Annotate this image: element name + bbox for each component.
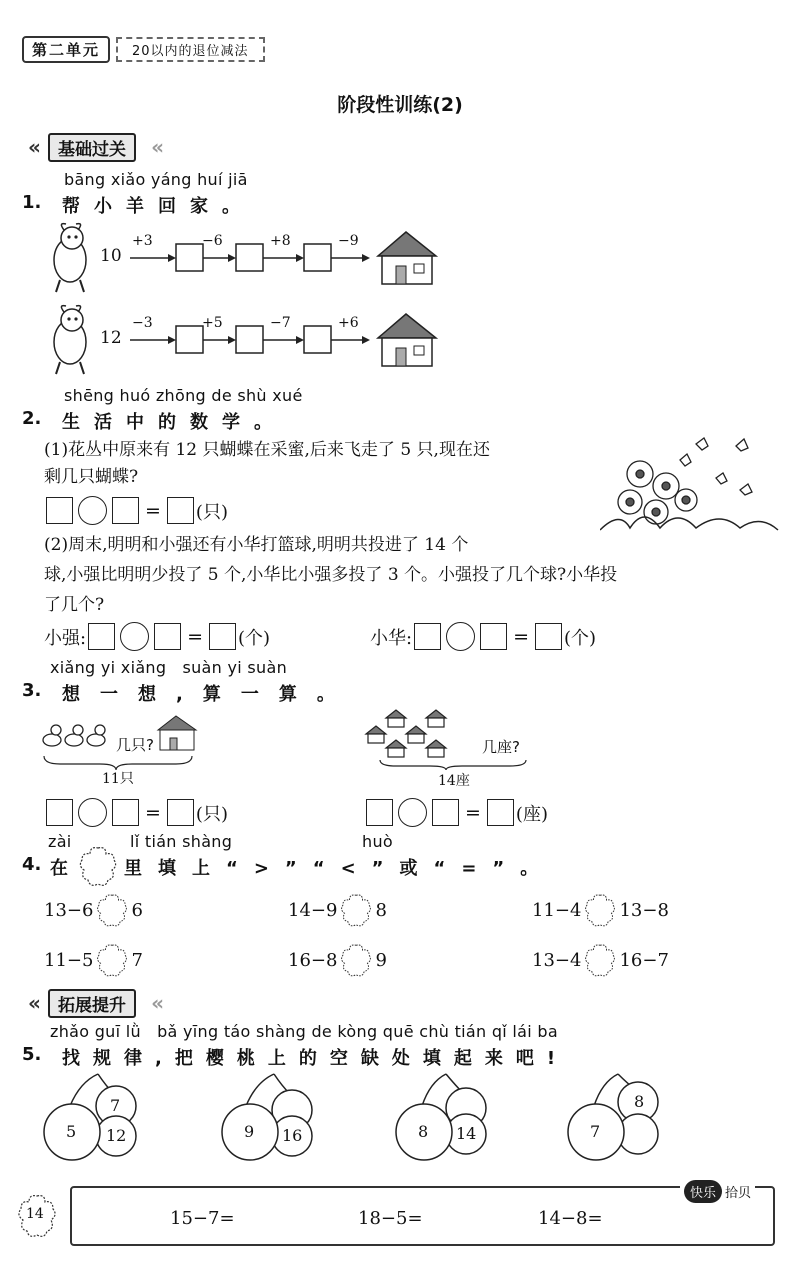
- q4-item-1: [44, 892, 143, 928]
- q4-item-left: 11−4: [532, 899, 582, 921]
- section-basic-label: « 基础过关: [48, 133, 136, 162]
- q1-row1-op2: −6: [202, 233, 223, 249]
- badge-shibei: 拾贝: [725, 1186, 752, 1201]
- q1-text: 帮小羊回家。: [62, 196, 254, 217]
- equals-sign: =: [145, 801, 161, 824]
- topic-label: 20以内的退位减法: [116, 37, 265, 62]
- flower-blank-icon[interactable]: [95, 892, 129, 928]
- cherry-left-value: 5: [66, 1122, 77, 1141]
- house-icon: [378, 232, 436, 284]
- house-icon: [378, 314, 436, 366]
- q4-item-left: 16−8: [288, 949, 338, 971]
- q4-item-right: 7: [131, 949, 143, 971]
- q1-row2-op4: +6: [338, 315, 359, 331]
- q4-item-right: 13−8: [619, 899, 669, 921]
- equals-sign: =: [513, 625, 529, 648]
- q3-left-equation: [44, 798, 228, 827]
- cherry-right-value: 16: [282, 1126, 303, 1145]
- house-icon: [366, 710, 446, 757]
- q5-pinyin: zhǎo guī lǜ bǎ yīng táo shàng de kòng quē chù tián qǐ lái ba: [50, 1022, 558, 1041]
- q4-item-2: [288, 892, 387, 928]
- q3-left-total: 11只: [102, 771, 134, 787]
- cherry-right-value: 14: [456, 1124, 477, 1143]
- q2-p2-line3: 了几个?: [44, 595, 105, 615]
- operator-circle[interactable]: [398, 798, 427, 827]
- q2-text: 生活中的数学。: [62, 412, 286, 433]
- equals-sign: =: [145, 499, 161, 522]
- answer-box[interactable]: [88, 623, 115, 650]
- cherry-group-2: [216, 1072, 326, 1168]
- cherry-group-4: [564, 1072, 674, 1168]
- q5-number: 5.: [22, 1044, 42, 1065]
- badge-kuaile: 快乐: [684, 1180, 722, 1203]
- flower-blank-icon: [78, 844, 118, 888]
- q3-pinyin: xiǎng yi xiǎng suàn yi suàn: [50, 658, 288, 677]
- q2-p1-line1: (1)花丛中原来有 12 只蝴蝶在采蜜,后来飞走了 5 只,现在还: [44, 440, 490, 460]
- cherry-top-value: 8: [634, 1092, 645, 1111]
- q3-text: 想一想,算一算。: [62, 684, 355, 705]
- q1-row2-op3: −7: [270, 315, 291, 331]
- q1-row1-op4: −9: [338, 233, 359, 249]
- q4-item-4: [44, 942, 143, 978]
- cherry-group-3: [394, 1072, 504, 1168]
- goat-icon: [54, 306, 86, 374]
- answer-box[interactable]: [46, 799, 73, 826]
- answer-box[interactable]: [366, 799, 393, 826]
- cherry-left-value: 9: [244, 1122, 255, 1141]
- q4-item-3: [532, 892, 669, 928]
- q4-item-right: 9: [375, 949, 387, 971]
- q1-row1-op1: +3: [132, 233, 153, 249]
- q4-pinyin-li: lǐ tián shàng: [130, 832, 233, 851]
- page-number: 14: [26, 1206, 44, 1222]
- q3-number: 3.: [22, 680, 42, 701]
- section-basic-banner: [26, 134, 152, 160]
- q1-row1-op3: +8: [270, 233, 291, 249]
- xiaohua-label: 小华:: [370, 627, 413, 649]
- answer-box[interactable]: [154, 623, 181, 650]
- answer-box[interactable]: [112, 497, 139, 524]
- cherry-top-value: 7: [110, 1096, 121, 1115]
- q2-number: 2.: [22, 408, 42, 429]
- flower-blank-icon[interactable]: [339, 942, 373, 978]
- q2-p1-equation: [44, 496, 228, 525]
- operator-circle[interactable]: [446, 622, 475, 651]
- q2-xiaohua-equation: [370, 622, 596, 651]
- unit-label: (个): [564, 627, 597, 649]
- q4-pinyin-huo: huò: [362, 832, 393, 851]
- q3-right-total: 14座: [438, 773, 470, 789]
- q1-row2-start: 12: [100, 328, 122, 348]
- goat-icon: [54, 224, 86, 292]
- q4-text-mid: 里填上“>”“<”或“=”。: [124, 858, 555, 879]
- cherry-left-value: 8: [418, 1122, 429, 1141]
- q3-right-question: 几座?: [482, 738, 520, 756]
- q4-item-right: 16−7: [619, 949, 669, 971]
- q1-row2-op2: +5: [202, 315, 223, 331]
- unit-label: (座): [515, 803, 548, 825]
- q2-p2-line2: 球,小强比明明少投了 5 个,小华比小强多投了 3 个。小强投了几个球?小华投: [44, 565, 618, 585]
- unit-label: (只): [195, 501, 228, 523]
- flower-blank-icon[interactable]: [583, 892, 617, 928]
- answer-box[interactable]: [414, 623, 441, 650]
- q2-xiaoqiang-equation: [44, 622, 270, 651]
- answer-box[interactable]: [535, 623, 562, 650]
- q1-row1-start: 10: [100, 246, 122, 266]
- q2-p2-line1: (2)周末,明明和小强还有小华打篮球,明明共投进了 14 个: [44, 535, 469, 555]
- q2-pinyin: shēng huó zhōng de shù xué: [64, 386, 303, 405]
- q1-pinyin: bāng xiǎo yáng huí jiā: [64, 170, 248, 189]
- cherry-right-value: 12: [106, 1126, 127, 1145]
- footer-calc-1: 15−7=: [170, 1208, 235, 1229]
- q4-item-5: [288, 942, 387, 978]
- answer-box[interactable]: [209, 623, 236, 650]
- footer-calc-2: 18−5=: [358, 1208, 423, 1229]
- unit-label: (只): [195, 803, 228, 825]
- house-icon: [158, 716, 196, 750]
- operator-circle[interactable]: [120, 622, 149, 651]
- footer-calc-3: 14−8=: [538, 1208, 603, 1229]
- answer-box[interactable]: [167, 497, 194, 524]
- answer-box[interactable]: [112, 799, 139, 826]
- q4-item-left: 14−9: [288, 899, 338, 921]
- q5-text: 找规律,把樱桃上的空缺处填起来吧!: [62, 1048, 569, 1069]
- unit-label: 第二单元: [22, 36, 110, 63]
- section-extend-label: « 拓展提升: [48, 989, 136, 1018]
- operator-circle[interactable]: [78, 496, 107, 525]
- answer-box[interactable]: [167, 799, 194, 826]
- q3-left-question: 几只?: [116, 736, 154, 754]
- flower-blank-icon[interactable]: [95, 942, 129, 978]
- answer-box[interactable]: [480, 623, 507, 650]
- q4-text-zai: 在: [50, 858, 68, 879]
- butterfly-flowers-illustration: [600, 430, 780, 535]
- answer-box[interactable]: [487, 799, 514, 826]
- q4-pinyin-zai: zài: [48, 832, 72, 851]
- unit-label: (个): [238, 627, 271, 649]
- q4-item-left: 13−4: [532, 949, 582, 971]
- flower-blank-icon[interactable]: [583, 942, 617, 978]
- q1-number: 1.: [22, 192, 42, 213]
- q3-right-equation: [364, 798, 548, 827]
- operator-circle[interactable]: [78, 798, 107, 827]
- page-title: 阶段性训练(2): [337, 94, 463, 116]
- footer-badge: [680, 1180, 755, 1203]
- equals-sign: =: [187, 625, 203, 648]
- q4-item-left: 13−6: [44, 899, 94, 921]
- cherry-group-1: [40, 1072, 150, 1168]
- section-extend-banner: [26, 990, 152, 1016]
- q4-number: 4.: [22, 854, 42, 875]
- duck-icon: [43, 725, 105, 746]
- q2-p1-line2: 剩几只蝴蝶?: [44, 467, 139, 487]
- q4-item-6: [532, 942, 669, 978]
- answer-box[interactable]: [432, 799, 459, 826]
- xiaoqiang-label: 小强:: [44, 627, 87, 649]
- q4-item-left: 11−5: [44, 949, 94, 971]
- q4-item-right: 6: [131, 899, 143, 921]
- unit-header: [22, 36, 265, 62]
- flower-blank-icon[interactable]: [339, 892, 373, 928]
- equals-sign: =: [465, 801, 481, 824]
- cherry-left-value: 7: [590, 1122, 601, 1141]
- answer-box[interactable]: [46, 497, 73, 524]
- q1-row2-op1: −3: [132, 315, 153, 331]
- q4-item-right: 8: [375, 899, 387, 921]
